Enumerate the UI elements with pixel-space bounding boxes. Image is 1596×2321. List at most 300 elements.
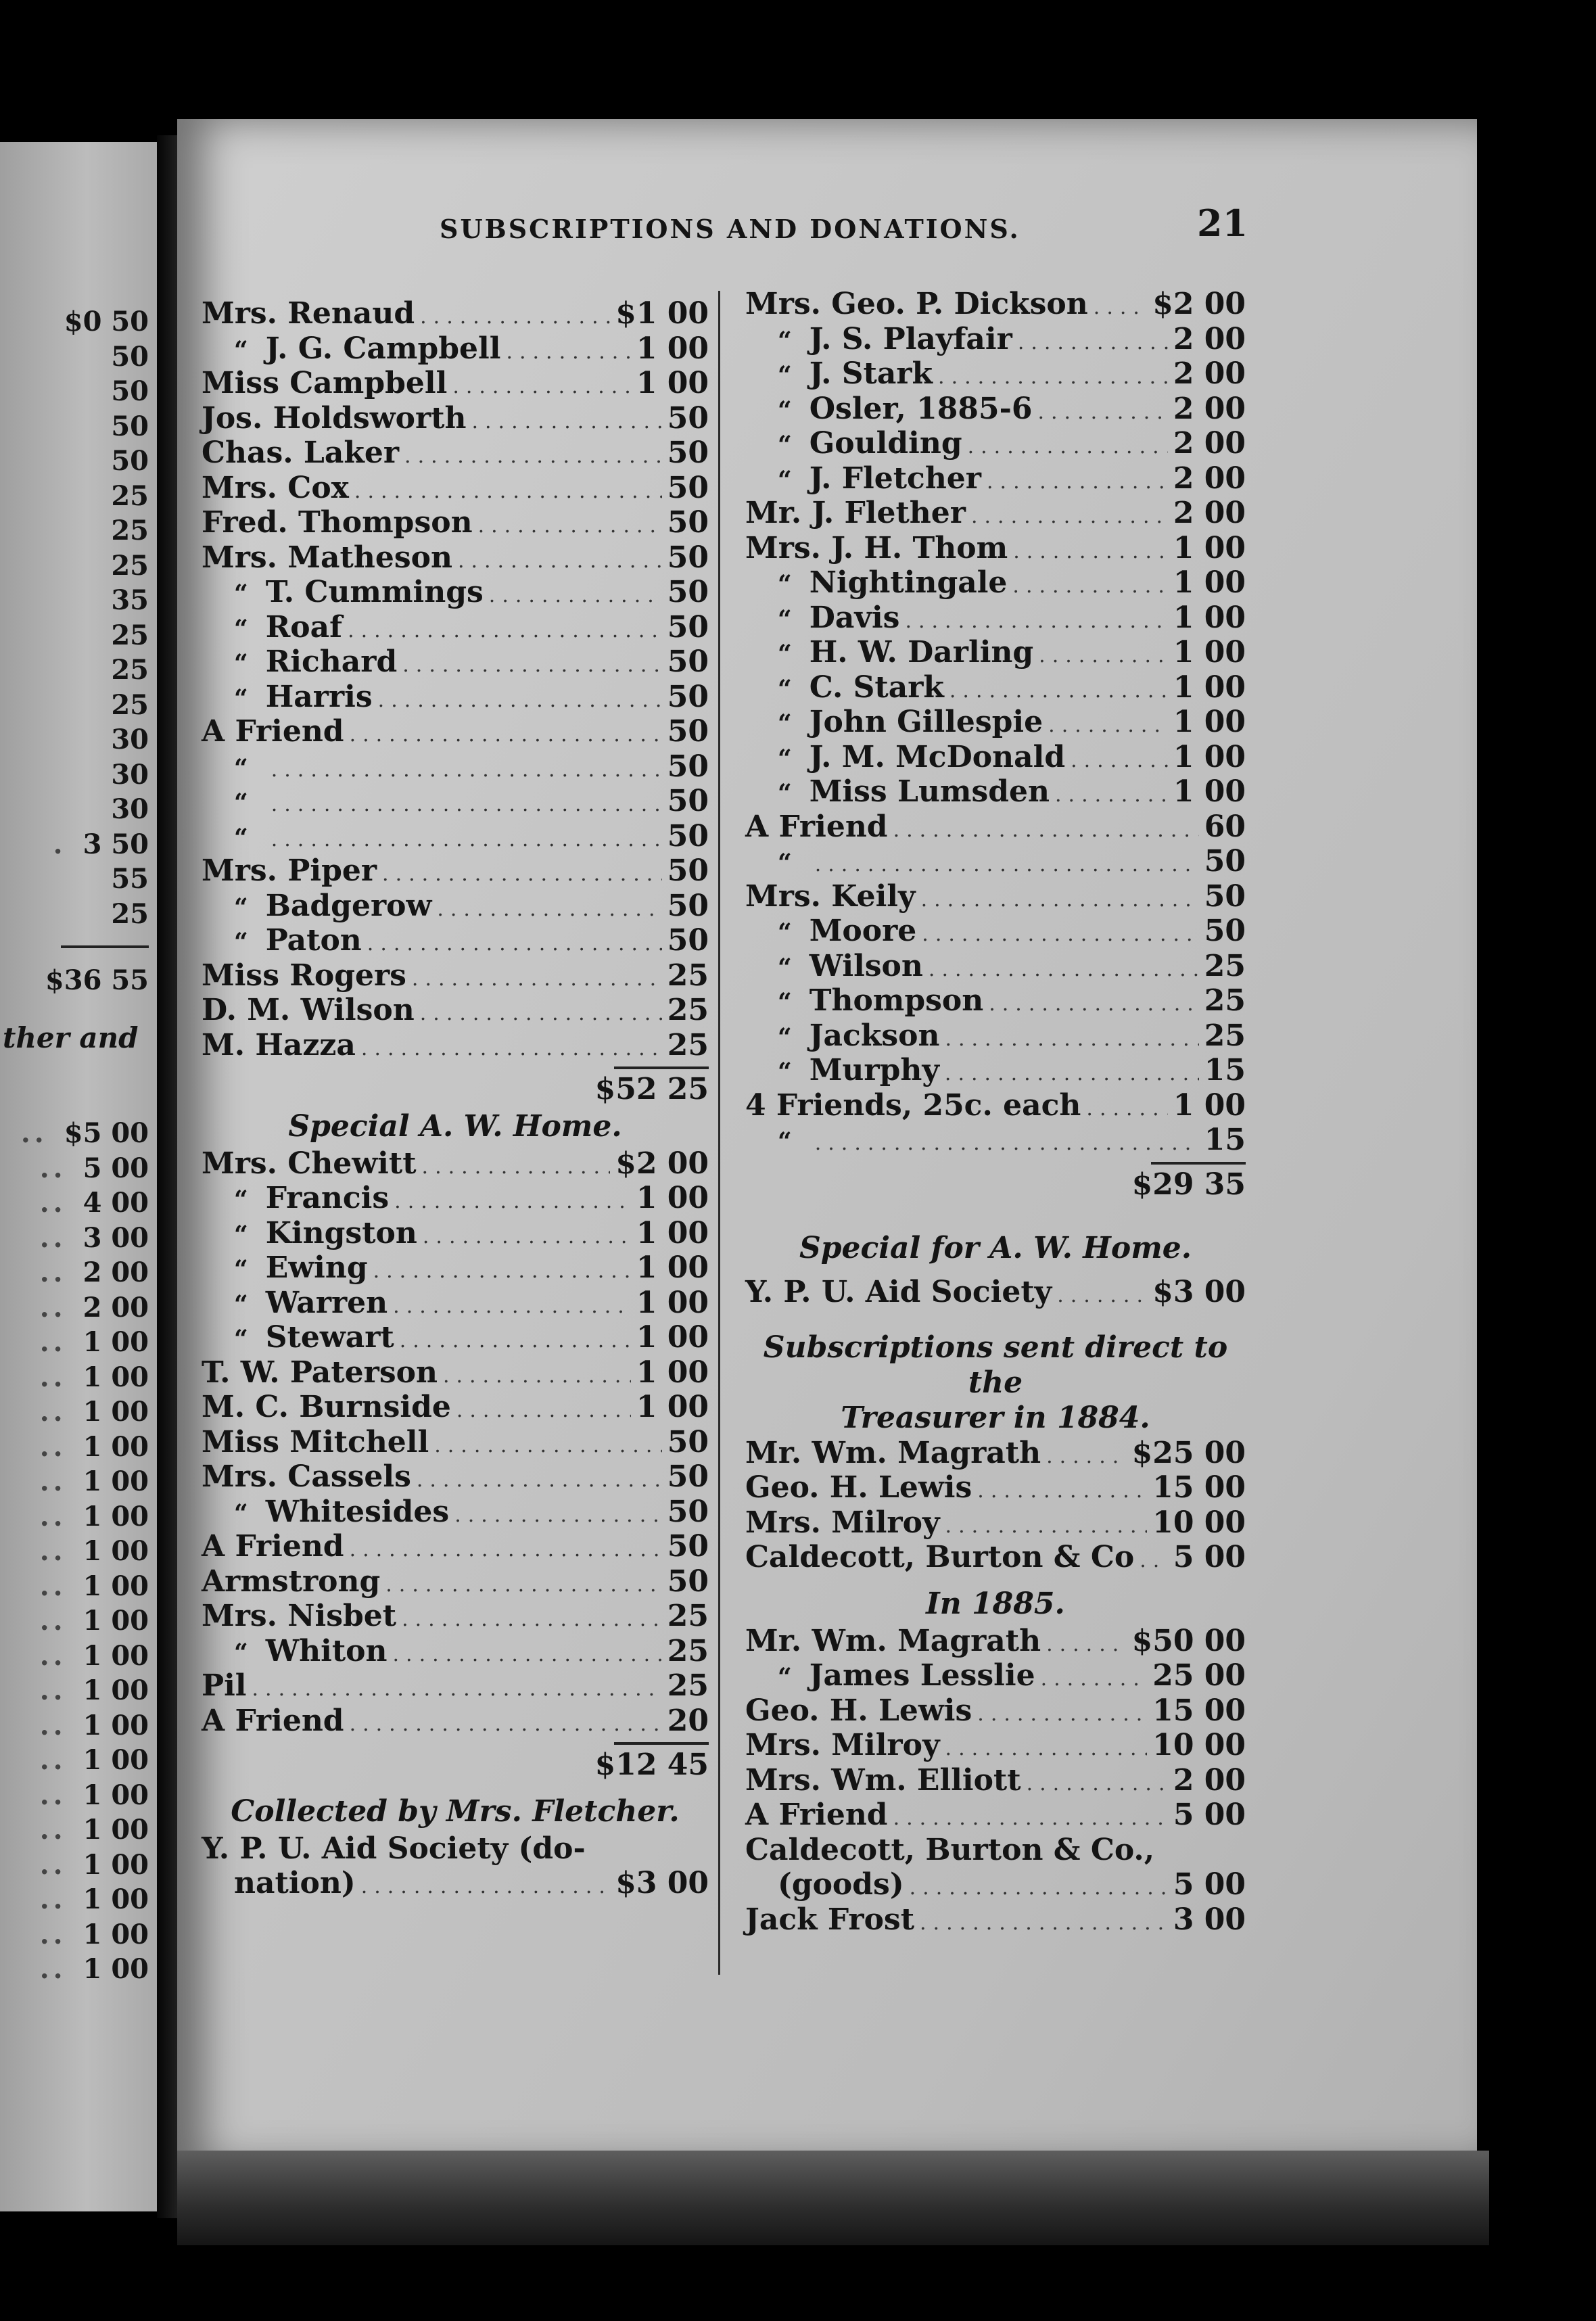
ditto-mark: “ <box>234 1325 248 1353</box>
entry-amount: 1 00 <box>636 1355 709 1390</box>
entry-amount: 50 <box>667 1529 709 1564</box>
ditto-mark: “ <box>778 640 792 668</box>
leader-dots <box>422 1150 611 1185</box>
entry-row <box>202 296 709 331</box>
entry-row <box>745 1505 1246 1541</box>
leader-dots <box>1094 290 1147 325</box>
entry-name: “ Whitesides <box>234 1494 450 1529</box>
ditto-mark: “ <box>778 1023 792 1052</box>
entry-name: A Friend <box>202 1703 344 1738</box>
entry-amount: 15 <box>1204 1123 1246 1157</box>
previous-page-line: 35 <box>111 584 149 616</box>
entry-name: “ Moore <box>778 914 917 948</box>
entry-row <box>745 879 1246 914</box>
previous-page-line: .. 1 00 <box>39 1744 149 1776</box>
entry-name: D. M. Wilson <box>202 993 415 1027</box>
leader-dots <box>393 1289 631 1324</box>
ditto-mark: “ <box>234 823 248 852</box>
left-special-entries <box>202 1146 709 1739</box>
previous-page-line: .. 2 00 <box>39 1291 149 1323</box>
year-entries <box>745 1624 1246 1833</box>
entry-amount: 10 00 <box>1152 1505 1246 1540</box>
entry-name: “ Osler, 1885-6 <box>778 391 1033 426</box>
entry-row <box>202 1286 709 1321</box>
entry-amount: 2 00 <box>1173 426 1246 461</box>
entry-row <box>745 356 1246 392</box>
entry-amount: 50 <box>667 470 709 505</box>
right-special-heading: Special for A. W. Home. <box>799 1231 1192 1265</box>
entry-name: Geo. H. Lewis <box>745 1693 972 1728</box>
entry-name: “ Kingston <box>234 1215 417 1250</box>
previous-page-line: 25 <box>111 619 149 651</box>
entry-name: “ Richard <box>234 644 398 679</box>
direct-entries <box>745 1436 1246 1575</box>
entry-row <box>202 1564 709 1599</box>
entry-amount: 50 <box>667 888 709 923</box>
previous-page-line: .. 1 00 <box>39 1779 149 1811</box>
entry-row <box>202 644 709 680</box>
entry-row <box>202 1355 709 1390</box>
leader-dots <box>423 1219 631 1255</box>
entry-amount: 1 00 <box>1173 565 1246 600</box>
leader-dots <box>404 439 662 474</box>
leader-dots <box>929 952 1199 987</box>
entry-row <box>745 635 1246 670</box>
entry-name: “ Badgerow <box>234 888 432 923</box>
entry-name: “ Roaf <box>234 609 343 644</box>
leader-dots <box>417 1463 662 1498</box>
ditto-mark: “ <box>778 674 792 703</box>
entry-amount: 25 <box>1204 983 1246 1018</box>
entry-row <box>745 844 1246 879</box>
last-entry: Jack Frost ..... 3 00 <box>745 1902 1246 1938</box>
leader-dots <box>348 613 662 649</box>
previous-page-line: 30 <box>111 724 149 755</box>
entry-amount: 50 <box>667 714 709 749</box>
ditto-mark: “ <box>234 684 248 713</box>
entry-amount: $2 00 <box>1152 287 1246 321</box>
previous-page-line: .. 1 00 <box>39 1430 149 1463</box>
previous-page-line: .. 1 00 <box>39 1814 149 1846</box>
leader-dots <box>361 1031 662 1066</box>
ditto-mark: “ <box>234 1290 248 1319</box>
entry-row <box>202 680 709 715</box>
entry-name: Geo. H. Lewis <box>745 1470 972 1505</box>
entry-row <box>745 531 1246 566</box>
previous-page-line: . 3 50 <box>53 828 149 860</box>
previous-page-line: 50 <box>111 375 149 407</box>
page-bottom-edge <box>177 2151 1489 2245</box>
leader-dots <box>1013 534 1168 569</box>
ditto-mark: “ <box>778 988 792 1016</box>
entry-row <box>745 983 1246 1018</box>
leader-dots <box>945 1022 1198 1057</box>
entry-name: “ Harris <box>234 679 373 714</box>
leader-dots <box>977 1474 1147 1509</box>
entry-name: “ Ewing <box>234 1250 368 1285</box>
ditto-mark: “ <box>234 580 248 608</box>
previous-page-line: 55 <box>111 863 149 895</box>
leader-dots <box>1046 1439 1127 1474</box>
previous-page-line: .. 1 00 <box>39 1605 149 1637</box>
previous-page-line: .. 1 00 <box>39 1918 149 1950</box>
entry-row <box>202 1634 709 1669</box>
leader-dots <box>382 857 662 892</box>
entry-name: “ J. M. McDonald <box>778 739 1066 774</box>
entry-amount: 50 <box>667 1424 709 1459</box>
previous-page-line: $0 50 <box>64 306 149 337</box>
entry-name: Miss Mitchell <box>202 1424 429 1459</box>
previous-page-line: 25 <box>111 549 149 582</box>
left-special-heading: Special A. W. Home. <box>288 1108 622 1144</box>
entry-amount: 50 <box>667 505 709 540</box>
leader-dots <box>815 1126 1199 1161</box>
entry-name: Mrs. Matheson <box>202 540 452 575</box>
leader-dots <box>1046 1627 1127 1662</box>
entry-row <box>745 670 1246 705</box>
ditto-mark: “ <box>778 744 792 773</box>
leader-dots <box>378 683 662 718</box>
entry-amount: 1 00 <box>1173 774 1246 809</box>
previous-page-line: 30 <box>111 758 149 791</box>
collected-amount: $3 00 <box>615 1866 709 1900</box>
left-total-rule <box>202 1062 709 1072</box>
previous-page-italic-fragment: ther and <box>3 1021 139 1054</box>
left-special-total: $12 45 <box>594 1748 709 1782</box>
collected-heading: Collected by Mrs. Fletcher. <box>231 1794 680 1829</box>
entry-row <box>745 1053 1246 1088</box>
ditto-mark: “ <box>778 953 792 982</box>
entry-row <box>745 322 1246 357</box>
ditto-mark: “ <box>778 1058 792 1086</box>
entry-amount: 2 00 <box>1173 321 1246 356</box>
entry-amount: 25 <box>667 993 709 1027</box>
previous-page-line: .. 1 00 <box>39 1535 149 1567</box>
ditto-mark: “ <box>234 1638 248 1667</box>
entry-row <box>745 914 1246 949</box>
entry-amount: 50 <box>667 540 709 575</box>
leader-dots <box>385 1568 662 1603</box>
entry-amount: 1 00 <box>1173 600 1246 635</box>
leader-dots <box>373 1254 631 1289</box>
entry-row <box>202 540 709 576</box>
ditto-mark: “ <box>778 1127 792 1156</box>
ditto-mark: “ <box>234 1255 248 1284</box>
leader-dots <box>271 753 662 788</box>
leader-dots <box>434 1428 662 1463</box>
entry-row <box>745 1470 1246 1505</box>
entry-amount: 50 <box>1204 844 1246 878</box>
previous-page-line: 50 <box>111 445 149 477</box>
previous-page-line: .. 1 00 <box>39 1570 149 1602</box>
entry-name: A Friend <box>745 1798 888 1832</box>
entry-amount: 25 <box>667 1633 709 1668</box>
entry-name: Mr. Wm. Magrath <box>745 1623 1041 1658</box>
left-column <box>202 296 709 1901</box>
entry-amount: 1 00 <box>1173 530 1246 565</box>
entry-name: Mrs. Nisbet <box>202 1599 397 1633</box>
leader-dots <box>420 300 610 335</box>
entry-name: “ Stewart <box>234 1320 394 1355</box>
entry-row <box>202 1181 709 1216</box>
leader-dots <box>1037 395 1167 430</box>
entry-name: 4 Friends, 25c. each <box>745 1087 1081 1123</box>
entry-row <box>745 496 1246 531</box>
leader-dots <box>815 847 1199 883</box>
previous-page-line: 50 <box>111 340 149 373</box>
entry-name: Mrs. Keily <box>745 878 916 914</box>
entry-row <box>745 1728 1246 1763</box>
entry-amount: 15 00 <box>1152 1470 1246 1505</box>
leader-dots <box>905 604 1167 639</box>
leader-dots <box>443 1359 631 1394</box>
leader-dots <box>456 1393 631 1428</box>
entry-amount: 50 <box>667 784 709 818</box>
ditto-mark: “ <box>234 893 248 922</box>
entry-amount: 15 <box>1204 1053 1246 1087</box>
ditto-mark: “ <box>234 614 248 643</box>
right-total-row <box>745 1167 1246 1202</box>
entry-amount: $50 00 <box>1131 1623 1246 1658</box>
entry-amount: 50 <box>667 575 709 609</box>
ditto-mark: “ <box>778 396 792 425</box>
entry-row <box>745 810 1246 845</box>
entry-name: “ Warren <box>234 1285 388 1320</box>
entry-name <box>745 1123 809 1160</box>
entry-row <box>202 1459 709 1495</box>
leader-dots <box>471 404 661 440</box>
entry-amount: 1 00 <box>1173 1087 1246 1123</box>
entry-amount: 50 <box>667 749 709 784</box>
goods-line-1: Caldecott, Burton & Co., <box>745 1832 1155 1867</box>
right-total-rule <box>745 1158 1246 1167</box>
collected-line-1: Y. P. U. Aid Society (do- <box>202 1831 586 1866</box>
entry-amount: 1 00 <box>636 1181 709 1215</box>
previous-page-line: 25 <box>111 515 149 546</box>
entry-row <box>745 565 1246 601</box>
leader-dots <box>893 1801 1168 1836</box>
entry-amount: 2 00 <box>1173 461 1246 496</box>
entry-row <box>202 819 709 854</box>
entry-name: Mrs. Cox <box>202 470 349 505</box>
previous-page-total-rule <box>61 945 149 948</box>
previous-page-total: $36 55 <box>45 964 149 996</box>
entry-amount: 25 <box>1204 1018 1246 1053</box>
leader-dots <box>454 1498 662 1533</box>
running-head: SUBSCRIPTIONS AND DONATIONS. <box>440 214 1020 244</box>
ditto-mark: “ <box>234 928 248 956</box>
entry-amount: 50 <box>667 1459 709 1494</box>
right-special-row: Y. P. U. Aid Society ..... $3 00 <box>745 1275 1246 1310</box>
entry-name <box>745 844 809 881</box>
entry-amount: 50 <box>667 853 709 888</box>
entry-row <box>745 1436 1246 1471</box>
entry-name: “ Nightingale <box>778 565 1008 600</box>
entry-name: Mrs. Cassels <box>202 1459 411 1494</box>
entry-row <box>745 392 1246 427</box>
entry-row <box>745 705 1246 740</box>
entry-row <box>202 1668 709 1704</box>
entry-amount: 50 <box>667 818 709 853</box>
leader-dots <box>945 1731 1148 1766</box>
entry-amount: 5 00 <box>1173 1798 1246 1832</box>
entry-row <box>202 366 709 401</box>
entry-amount: 50 <box>667 1494 709 1529</box>
entry-name: “ Francis <box>234 1181 390 1215</box>
leader-dots <box>1018 325 1168 360</box>
right-column <box>745 287 1246 1937</box>
entry-row <box>202 610 709 645</box>
ditto-mark: “ <box>778 326 792 355</box>
column-divider <box>718 291 720 1975</box>
entry-name: Chas. Laker <box>202 436 400 470</box>
entry-amount: 50 <box>1204 878 1246 914</box>
entry-amount: 25 <box>667 958 709 993</box>
leader-dots <box>452 369 631 404</box>
entry-name: “ Thompson <box>778 983 984 1018</box>
entry-name: “ Miss Lumsden <box>778 774 1050 809</box>
previous-page-line: .. 1 00 <box>39 1709 149 1741</box>
leader-dots <box>400 1323 631 1359</box>
entry-amount: 50 <box>667 1564 709 1599</box>
entry-name: “ J. G. Campbell <box>234 331 501 366</box>
leader-dots <box>949 674 1168 709</box>
page-number: 21 <box>1197 202 1248 245</box>
leader-dots <box>350 718 662 753</box>
ditto-mark: “ <box>778 570 792 599</box>
entry-amount: 1 00 <box>1173 739 1246 774</box>
leader-dots <box>938 360 1168 395</box>
entry-name: “ Wilson <box>778 948 923 983</box>
leader-dots <box>968 429 1168 465</box>
entry-amount: $2 00 <box>615 1146 709 1181</box>
entry-row <box>202 889 709 924</box>
entry-row <box>202 749 709 784</box>
right-entries <box>745 287 1246 1158</box>
leader-dots <box>402 1602 662 1637</box>
entry-name: Jos. Holdsworth <box>202 400 467 436</box>
leader-dots <box>1086 1092 1167 1127</box>
entry-amount: $1 00 <box>615 296 709 331</box>
previous-page-line: .. 1 00 <box>39 1396 149 1428</box>
previous-page-line: 30 <box>111 793 149 825</box>
leader-dots <box>989 987 1199 1022</box>
leader-dots <box>458 544 662 579</box>
leader-dots <box>971 499 1168 534</box>
leader-dots <box>402 648 662 683</box>
entry-row <box>745 740 1246 775</box>
entry-name: “ H. W. Darling <box>778 635 1034 670</box>
entry-amount: 1 00 <box>636 1320 709 1355</box>
entry-row <box>745 601 1246 636</box>
ditto-mark: “ <box>234 753 248 782</box>
previous-page-line: .. 1 00 <box>39 1326 149 1358</box>
entry-amount: 50 <box>667 644 709 679</box>
entry-row <box>745 1018 1246 1054</box>
ditto-mark: “ <box>234 1186 248 1214</box>
previous-page-line: .. 3 00 <box>39 1221 149 1254</box>
previous-page-line: .. 1 00 <box>39 1953 149 1985</box>
entry-name: Mrs. Renaud <box>202 296 415 331</box>
ditto-mark: “ <box>778 779 792 807</box>
leader-dots <box>394 1184 631 1219</box>
entry-name: Mrs. Chewitt <box>202 1146 417 1181</box>
entry-amount: 25 <box>667 1599 709 1633</box>
entry-name: “ Davis <box>778 600 900 635</box>
entry-name: “ J. Stark <box>778 356 933 391</box>
entry-row <box>202 784 709 819</box>
previous-page-line: 25 <box>111 479 149 512</box>
entry-amount: 25 <box>667 1668 709 1703</box>
entry-amount: 60 <box>1204 809 1246 844</box>
entry-name: A Friend <box>202 714 344 749</box>
ditto-mark: “ <box>234 789 248 817</box>
leader-dots <box>987 465 1168 500</box>
leader-dots <box>252 1672 662 1707</box>
left-special-total-row <box>202 1748 709 1783</box>
entry-amount: 50 <box>667 923 709 958</box>
ditto-mark: “ <box>234 335 248 365</box>
previous-page-line: .. 1 00 <box>39 1500 149 1532</box>
entry-amount: 50 <box>1204 914 1246 948</box>
entry-name: Armstrong <box>202 1564 381 1599</box>
entry-name: “ Murphy <box>778 1053 939 1087</box>
entry-name: “ T. Cummings <box>234 575 484 609</box>
right-total: $29 35 <box>1131 1167 1246 1202</box>
leader-dots <box>945 1509 1148 1544</box>
ditto-mark: “ <box>234 649 248 678</box>
leader-dots <box>1071 743 1168 778</box>
entry-row <box>202 436 709 471</box>
entry-row <box>202 1216 709 1251</box>
leader-dots <box>478 509 662 544</box>
entry-row <box>202 923 709 958</box>
entry-row <box>202 1704 709 1739</box>
entry-name: Mrs. J. H. Thom <box>745 530 1008 565</box>
entry-row <box>202 993 709 1028</box>
entry-name: Mrs. Wm. Elliott <box>745 1762 1021 1798</box>
entry-amount: 20 <box>667 1703 709 1738</box>
entry-name: M. Hazza <box>202 1027 356 1062</box>
leader-dots <box>350 1707 662 1742</box>
entry-name: Mr. Wm. Magrath <box>745 1435 1041 1470</box>
previous-page-line: .. 1 00 <box>39 1883 149 1915</box>
entry-row <box>202 1495 709 1530</box>
entry-name: Miss Campbell <box>202 366 448 400</box>
leader-dots <box>271 787 662 822</box>
entry-name: A Friend <box>202 1529 344 1564</box>
leader-dots <box>945 1056 1199 1092</box>
entry-name: Mrs. Milroy <box>745 1728 940 1762</box>
leader-dots <box>922 917 1198 952</box>
ditto-mark: “ <box>234 1499 248 1528</box>
ditto-mark: “ <box>778 361 792 390</box>
left-total: $52 25 <box>594 1072 709 1106</box>
ditto-mark: “ <box>778 709 792 738</box>
leader-dots <box>354 474 662 509</box>
ditto-mark: “ <box>778 465 792 494</box>
entry-name: Miss Rogers <box>202 958 406 993</box>
entry-amount: 1 00 <box>636 366 709 400</box>
entry-name: “ John Gillespie <box>778 705 1043 739</box>
entry-amount: 1 00 <box>636 331 709 366</box>
entry-name: Caldecott, Burton & Co <box>745 1540 1135 1574</box>
leader-dots <box>412 962 662 997</box>
previous-page-line: 25 <box>111 654 149 686</box>
entry-amount: 2 00 <box>1173 356 1246 391</box>
entry-amount: 25 <box>667 1027 709 1062</box>
entry-row <box>745 1123 1246 1158</box>
